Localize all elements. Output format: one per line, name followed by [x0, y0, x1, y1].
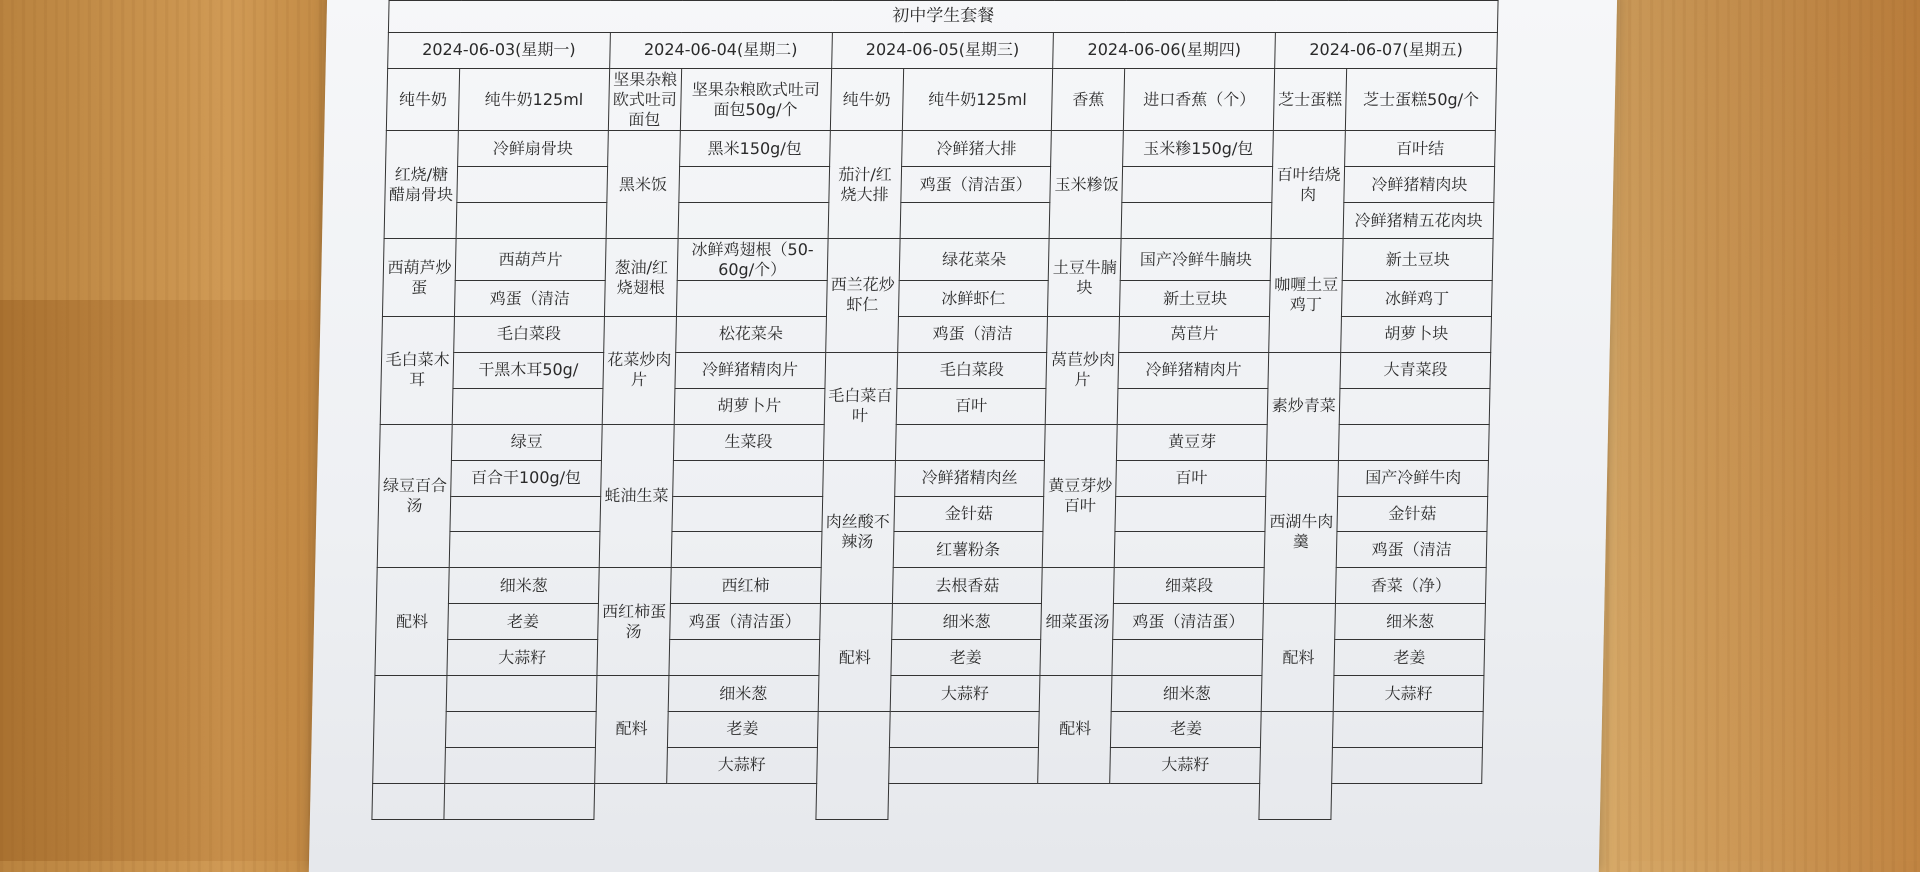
day-date-header: 2024-06-04(星期二)	[609, 32, 832, 68]
ingredient-cell: 细米葱	[1112, 676, 1262, 712]
date-header-row	[388, 32, 1498, 68]
title-row	[388, 1, 1498, 33]
ingredient-cell: 冷鲜扇骨块	[458, 131, 608, 167]
dish-name: 莴苣炒肉片	[1046, 317, 1120, 425]
ingredient-cell: 大青菜段	[1340, 352, 1491, 388]
ingredient-cell: 胡萝卜片	[674, 388, 824, 424]
ingredient-cell: 冰鲜鸡丁	[1342, 281, 1493, 317]
empty-ingredient-cell	[449, 532, 599, 568]
ingredient-cell: 绿花菜朵	[899, 239, 1050, 281]
empty-ingredient-cell	[445, 747, 595, 783]
ingredient-cell: 纯牛奶125ml	[902, 68, 1053, 131]
dish-name: 花菜炒肉片	[602, 317, 676, 425]
dish-name: 配料	[818, 604, 892, 712]
ingredient-cell: 红薯粉条	[893, 532, 1043, 568]
ingredient-cell: 大蒜籽	[1110, 747, 1260, 783]
ingredient-cell: 大蒜籽	[667, 747, 817, 783]
empty-ingredient-cell	[446, 676, 596, 712]
menu-row	[373, 711, 1483, 747]
empty-ingredient-cell	[456, 203, 606, 239]
ingredient-cell: 鸡蛋（清洁蛋）	[670, 604, 820, 640]
empty-ingredient-cell	[446, 711, 596, 747]
dish-name: 红烧/糖醋扇骨块	[384, 131, 458, 239]
empty-ingredient-cell	[1333, 711, 1484, 747]
ingredient-cell: 百叶	[1116, 460, 1266, 496]
dish-name	[815, 711, 889, 819]
empty-ingredient-cell	[672, 496, 822, 532]
menu-row	[383, 239, 1493, 281]
ingredient-cell: 百叶结	[1345, 131, 1496, 167]
dish-name: 细菜蛋汤	[1040, 568, 1114, 676]
dish-name: 坚果杂粮欧式吐司面包	[608, 68, 681, 131]
ingredient-cell: 毛白菜段	[897, 352, 1047, 388]
menu-row	[386, 68, 1496, 131]
empty-ingredient-cell	[450, 496, 600, 532]
dish-name: 西兰花炒虾仁	[825, 239, 899, 353]
ingredient-cell: 新土豆块	[1120, 281, 1270, 317]
ingredient-cell: 干黑木耳50g/	[453, 352, 603, 388]
ingredient-cell: 冷鲜猪大排	[901, 131, 1051, 167]
empty-ingredient-cell	[888, 747, 1038, 783]
ingredient-cell: 细菜段	[1114, 568, 1264, 604]
empty-ingredient-cell	[372, 783, 445, 819]
ingredient-cell: 冷鲜猪精肉块	[1344, 167, 1495, 203]
empty-ingredient-cell	[457, 167, 607, 203]
dish-name: 配料	[375, 568, 449, 676]
empty-ingredient-cell	[678, 203, 828, 239]
ingredient-cell: 细米葱	[891, 604, 1041, 640]
ingredient-cell: 黄豆芽	[1117, 424, 1267, 460]
empty-ingredient-cell	[673, 460, 823, 496]
ingredient-cell: 生菜段	[673, 424, 823, 460]
dish-name: 素炒青菜	[1267, 352, 1341, 460]
day-date-header: 2024-06-03(星期一)	[388, 32, 611, 68]
ingredient-cell: 金针菇	[1337, 496, 1488, 532]
ingredient-cell: 老姜	[667, 711, 817, 747]
dish-name: 配料	[1038, 676, 1112, 784]
ingredient-cell: 去根香菇	[892, 568, 1042, 604]
ingredient-cell: 松花菜朵	[676, 317, 826, 353]
ingredient-cell: 玉米糁150g/包	[1123, 131, 1273, 167]
empty-ingredient-cell	[889, 711, 1039, 747]
ingredient-cell: 坚果杂粮欧式吐司面包50g/个	[680, 68, 831, 131]
ingredient-cell: 新土豆块	[1342, 239, 1493, 281]
menu-row	[386, 131, 1496, 167]
dish-name: 茄汁/红烧大排	[828, 131, 902, 239]
empty-ingredient-cell	[895, 424, 1045, 460]
ingredient-cell: 国产冷鲜牛腩块	[1121, 239, 1272, 281]
dish-name: 纯牛奶	[386, 68, 459, 131]
ingredient-cell: 百合干100g/包	[451, 460, 601, 496]
empty-ingredient-cell	[1115, 496, 1265, 532]
ingredient-cell: 百叶	[896, 388, 1046, 424]
empty-ingredient-cell	[1339, 424, 1490, 460]
empty-ingredient-cell	[676, 281, 826, 317]
empty-ingredient-cell	[669, 640, 819, 676]
empty-ingredient-cell	[1112, 640, 1262, 676]
empty-ingredient-cell	[679, 167, 829, 203]
dish-name: 配料	[594, 676, 668, 784]
ingredient-cell: 鸡蛋（清洁	[1336, 532, 1487, 568]
ingredient-cell: 西红柿	[670, 568, 820, 604]
dish-name: 西红柿蛋汤	[597, 568, 671, 676]
ingredient-cell: 细米葱	[1335, 604, 1486, 640]
empty-ingredient-cell	[452, 388, 602, 424]
ingredient-cell: 老姜	[891, 640, 1041, 676]
empty-ingredient-cell	[444, 783, 594, 819]
ingredient-cell: 莴苣片	[1119, 317, 1269, 353]
ingredient-cell: 纯牛奶125ml	[458, 68, 609, 131]
ingredient-cell: 大蒜籽	[447, 640, 597, 676]
dish-name: 香蕉	[1052, 68, 1125, 131]
menu-row	[379, 460, 1489, 496]
ingredient-cell: 香菜（净）	[1336, 568, 1487, 604]
dish-name: 咖喱土豆鸡丁	[1269, 239, 1343, 353]
menu-table	[371, 0, 1498, 820]
ingredient-cell: 进口香蕉（个）	[1124, 68, 1275, 131]
dish-name: 肉丝酸不辣汤	[820, 460, 895, 604]
empty-ingredient-cell	[671, 532, 821, 568]
ingredient-cell: 西葫芦片	[455, 239, 606, 281]
ingredient-cell: 冷鲜猪精肉片	[675, 352, 825, 388]
dish-name: 芝士蛋糕	[1273, 68, 1346, 131]
dish-name: 玉米糁饭	[1049, 131, 1123, 239]
dish-name: 毛白菜木耳	[380, 317, 454, 425]
day-date-header: 2024-06-05(星期三)	[831, 32, 1054, 68]
table-wood-shade-right	[1620, 0, 1920, 861]
empty-ingredient-cell	[1339, 388, 1490, 424]
dish-name: 绿豆百合汤	[377, 424, 452, 568]
dish-name: 百叶结烧肉	[1271, 131, 1345, 239]
dish-name: 西葫芦炒蛋	[382, 239, 456, 317]
empty-ingredient-cell	[1115, 532, 1265, 568]
menu-row	[376, 604, 1486, 640]
ingredient-cell: 黑米150g/包	[679, 131, 829, 167]
dish-name	[1259, 711, 1333, 819]
dish-name: 毛白菜百叶	[823, 352, 897, 460]
dish-name: 黑米饭	[606, 131, 680, 239]
empty-ingredient-cell	[900, 203, 1050, 239]
ingredient-cell: 冰鲜虾仁	[898, 281, 1048, 317]
menu-title: 初中学生套餐	[388, 1, 1498, 33]
ingredient-cell: 老姜	[1334, 640, 1485, 676]
dish-name: 配料	[1261, 604, 1335, 712]
day-date-header: 2024-06-06(星期四)	[1053, 32, 1276, 68]
empty-ingredient-cell	[1122, 167, 1272, 203]
menu-row	[381, 352, 1491, 388]
ingredient-cell: 毛白菜段	[454, 317, 604, 353]
ingredient-cell: 冷鲜猪精肉片	[1118, 352, 1268, 388]
ingredient-cell: 绿豆	[452, 424, 602, 460]
ingredient-cell: 鸡蛋（清洁	[455, 281, 605, 317]
empty-ingredient-cell	[1332, 747, 1483, 783]
dish-name: 黄豆芽炒百叶	[1043, 424, 1118, 568]
dish-name: 蚝油生菜	[599, 424, 674, 568]
dish-name: 西湖牛肉羹	[1264, 460, 1339, 604]
ingredient-cell: 鸡蛋（清洁	[897, 317, 1047, 353]
table-wood-shade	[0, 300, 320, 861]
ingredient-cell: 冰鲜鸡翅根（50-60g/个）	[677, 239, 828, 281]
dish-name: 葱油/红烧翅根	[604, 239, 678, 317]
ingredient-cell: 冷鲜猪精五花肉块	[1343, 203, 1494, 239]
dish-name	[373, 676, 447, 784]
day-date-header: 2024-06-07(星期五)	[1275, 32, 1498, 68]
empty-ingredient-cell	[1118, 388, 1268, 424]
ingredient-cell: 芝士蛋糕50g/个	[1346, 68, 1497, 131]
empty-ingredient-cell	[1122, 203, 1272, 239]
ingredient-cell: 大蒜籽	[1333, 676, 1484, 712]
ingredient-cell: 冷鲜猪精肉丝	[894, 460, 1044, 496]
ingredient-cell: 细米葱	[668, 676, 818, 712]
ingredient-cell: 老姜	[1111, 711, 1261, 747]
ingredient-cell: 老姜	[448, 604, 598, 640]
dish-name: 纯牛奶	[830, 68, 903, 131]
ingredient-cell: 鸡蛋（清洁蛋）	[1113, 604, 1263, 640]
ingredient-cell: 国产冷鲜牛肉	[1338, 460, 1489, 496]
ingredient-cell: 大蒜籽	[890, 676, 1040, 712]
ingredient-cell: 细米葱	[449, 568, 599, 604]
dish-name: 土豆牛腩块	[1048, 239, 1122, 317]
ingredient-cell: 胡萝卜块	[1341, 317, 1492, 353]
ingredient-cell: 金针菇	[894, 496, 1044, 532]
ingredient-cell: 鸡蛋（清洁蛋）	[900, 167, 1050, 203]
